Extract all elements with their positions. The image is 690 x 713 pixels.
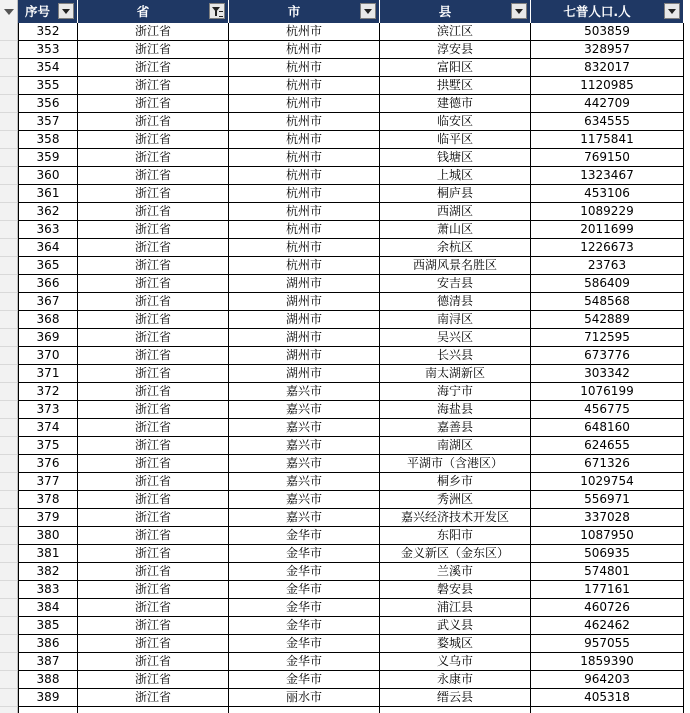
header-label-prov: 省 [136,4,150,19]
cell-prov[interactable]: 浙江省 [78,383,229,401]
cell-pop[interactable]: 542889 [531,311,684,329]
cell-prov[interactable]: 浙江省 [78,185,229,203]
cell-pop[interactable]: 1076199 [531,383,684,401]
table-row [0,167,690,185]
cell-city[interactable]: 金华市 [229,671,380,689]
cell-pop[interactable]: 460726 [531,599,684,617]
cell-prov[interactable]: 浙江省 [78,563,229,581]
table-row [0,437,690,455]
filter-dropdown-cnty[interactable] [511,3,527,19]
table-row [0,653,690,671]
cell-idx[interactable]: 381 [18,545,78,563]
cell-idx[interactable]: 383 [18,581,78,599]
cell-idx[interactable]: 364 [18,239,78,257]
cell-pop[interactable]: 462462 [531,617,684,635]
cell-city[interactable]: 杭州市 [229,131,380,149]
row-header[interactable] [0,203,18,221]
cell-city[interactable]: 金华市 [229,617,380,635]
row-header[interactable] [0,23,18,41]
cell-prov[interactable]: 浙江省 [78,653,229,671]
cell-city[interactable]: 嘉兴市 [229,491,380,509]
cell-cnty[interactable]: 永康市 [380,671,531,689]
cell-pop[interactable]: 442709 [531,95,684,113]
cell-cnty[interactable]: 上城区 [380,167,531,185]
cell-cnty[interactable]: 嘉兴经济技术开发区 [380,509,531,527]
table-row [0,689,690,707]
table-row [0,599,690,617]
cell-prov[interactable]: 浙江省 [78,221,229,239]
cell-city[interactable]: 嘉兴市 [229,473,380,491]
row-header[interactable] [0,365,18,383]
cell-prov[interactable]: 浙江省 [78,311,229,329]
table-row [0,671,690,689]
row-header[interactable] [0,113,18,131]
table-row-partial [0,707,690,713]
cell-pop[interactable]: 548568 [531,293,684,311]
cell-cnty[interactable]: 余杭区 [380,239,531,257]
row-header[interactable] [0,509,18,527]
cell-city[interactable]: 金华市 [229,581,380,599]
cell-idx[interactable]: 359 [18,149,78,167]
cell-pop[interactable]: 648160 [531,419,684,437]
cell-cnty[interactable]: 海盐县 [380,401,531,419]
chevron-down-icon [515,9,523,14]
row-header[interactable] [0,401,18,419]
cell-idx[interactable]: 387 [18,653,78,671]
cell-city[interactable]: 金华市 [229,599,380,617]
row-header[interactable] [0,77,18,95]
row-header[interactable] [0,527,18,545]
cell-cnty[interactable]: 南湖区 [380,437,531,455]
table-row [0,473,690,491]
cell-prov[interactable]: 浙江省 [78,293,229,311]
cell-city[interactable]: 杭州市 [229,41,380,59]
chevron-down-icon [364,9,372,14]
cell-idx[interactable]: 363 [18,221,78,239]
row-header[interactable] [0,131,18,149]
cell-prov[interactable]: 浙江省 [78,59,229,77]
cell-prov[interactable]: 浙江省 [78,257,229,275]
row-header[interactable] [0,329,18,347]
table-body [0,23,690,713]
cell-prov[interactable]: 浙江省 [78,131,229,149]
row-header[interactable] [0,275,18,293]
cell-prov[interactable]: 浙江省 [78,581,229,599]
cell-pop[interactable]: 503859 [531,23,684,41]
cell-pop[interactable]: 1323467 [531,167,684,185]
cell-cnty[interactable]: 桐庐县 [380,185,531,203]
header-cell-pop[interactable] [531,0,684,23]
row-header[interactable] [0,653,18,671]
cell-cnty[interactable]: 拱墅区 [380,77,531,95]
cell-prov[interactable]: 浙江省 [78,509,229,527]
table-row [0,239,690,257]
cell-idx[interactable]: 356 [18,95,78,113]
cell-cnty[interactable]: 长兴县 [380,347,531,365]
row-header[interactable] [0,671,18,689]
cell-idx[interactable] [18,707,78,713]
cell-pop[interactable]: 337028 [531,509,684,527]
cell-cnty[interactable]: 吴兴区 [380,329,531,347]
cell-cnty[interactable]: 德清县 [380,293,531,311]
cell-pop[interactable]: 556971 [531,491,684,509]
cell-pop[interactable]: 1089229 [531,203,684,221]
cell-pop[interactable]: 1175841 [531,131,684,149]
cell-city[interactable]: 嘉兴市 [229,437,380,455]
row-header[interactable] [0,383,18,401]
cell-idx[interactable]: 362 [18,203,78,221]
cell-prov[interactable]: 浙江省 [78,599,229,617]
header-label-cnty: 县 [438,4,452,19]
cell-city[interactable] [229,707,380,713]
cell-pop[interactable]: 634555 [531,113,684,131]
cell-cnty[interactable]: 平湖市（含港区） [380,455,531,473]
table-row [0,311,690,329]
row-header[interactable] [0,167,18,185]
cell-idx[interactable]: 360 [18,167,78,185]
table-row [0,95,690,113]
header-cell-idx[interactable] [18,0,78,23]
cell-city[interactable]: 金华市 [229,635,380,653]
cell-cnty[interactable]: 海宁市 [380,383,531,401]
table-row [0,455,690,473]
table-row [0,149,690,167]
cell-cnty[interactable]: 秀洲区 [380,491,531,509]
cell-cnty[interactable]: 建德市 [380,95,531,113]
cell-prov[interactable]: 浙江省 [78,41,229,59]
cell-idx[interactable]: 379 [18,509,78,527]
header-cell-cnty[interactable] [380,0,531,23]
cell-city[interactable]: 嘉兴市 [229,455,380,473]
row-header[interactable] [0,185,18,203]
cell-idx[interactable]: 353 [18,41,78,59]
cell-cnty[interactable]: 钱塘区 [380,149,531,167]
table-row [0,581,690,599]
cell-pop[interactable]: 453106 [531,185,684,203]
cell-idx[interactable]: 372 [18,383,78,401]
row-header[interactable] [0,707,18,713]
table-row [0,491,690,509]
cell-pop[interactable]: 769150 [531,149,684,167]
cell-pop[interactable]: 1120985 [531,77,684,95]
row-header[interactable] [0,95,18,113]
cell-cnty[interactable]: 西湖区 [380,203,531,221]
table-row [0,329,690,347]
cell-pop[interactable] [531,707,684,713]
table-row [0,185,690,203]
row-header[interactable] [0,221,18,239]
cell-city[interactable]: 杭州市 [229,167,380,185]
cell-city[interactable]: 杭州市 [229,113,380,131]
filter-dropdown-prov[interactable] [209,3,225,19]
cell-idx[interactable]: 376 [18,455,78,473]
cell-idx[interactable]: 375 [18,437,78,455]
cell-cnty[interactable]: 东阳市 [380,527,531,545]
header-cell-prov[interactable] [78,0,229,23]
table-row [0,23,690,41]
cell-city[interactable]: 杭州市 [229,23,380,41]
cell-city[interactable]: 湖州市 [229,365,380,383]
row-header[interactable] [0,41,18,59]
table-row [0,527,690,545]
cell-city[interactable]: 杭州市 [229,59,380,77]
cell-idx[interactable]: 352 [18,23,78,41]
chevron-down-icon [62,9,70,14]
cell-prov[interactable]: 浙江省 [78,149,229,167]
table-row [0,275,690,293]
cell-idx[interactable]: 361 [18,185,78,203]
cell-city[interactable]: 金华市 [229,563,380,581]
table-row [0,617,690,635]
cell-city[interactable]: 杭州市 [229,77,380,95]
row-header[interactable] [0,311,18,329]
cell-cnty[interactable]: 淳安县 [380,41,531,59]
cell-cnty[interactable]: 西湖风景名胜区 [380,257,531,275]
cell-pop[interactable]: 964203 [531,671,684,689]
cell-idx[interactable]: 385 [18,617,78,635]
corner-triangle-icon [4,9,14,15]
row-header[interactable] [0,473,18,491]
cell-idx[interactable]: 369 [18,329,78,347]
cell-pop[interactable]: 506935 [531,545,684,563]
cell-prov[interactable]: 浙江省 [78,77,229,95]
sort-bars-icon [219,11,223,17]
cell-idx[interactable]: 365 [18,257,78,275]
cell-pop[interactable]: 303342 [531,365,684,383]
table-row [0,383,690,401]
cell-prov[interactable]: 浙江省 [78,527,229,545]
chevron-down-icon [668,9,676,14]
cell-idx[interactable]: 357 [18,113,78,131]
filter-dropdown-city[interactable] [360,3,376,19]
cell-pop[interactable]: 177161 [531,581,684,599]
row-header[interactable] [0,257,18,275]
cell-cnty[interactable]: 南太湖新区 [380,365,531,383]
cell-city[interactable]: 嘉兴市 [229,401,380,419]
cell-cnty[interactable]: 萧山区 [380,221,531,239]
cell-pop[interactable]: 957055 [531,635,684,653]
row-header[interactable] [0,617,18,635]
cell-pop[interactable]: 673776 [531,347,684,365]
cell-city[interactable]: 嘉兴市 [229,383,380,401]
cell-city[interactable]: 金华市 [229,527,380,545]
cell-idx[interactable]: 368 [18,311,78,329]
table-row [0,203,690,221]
cell-prov[interactable]: 浙江省 [78,437,229,455]
cell-pop[interactable]: 456775 [531,401,684,419]
cell-idx[interactable]: 389 [18,689,78,707]
cell-prov[interactable]: 浙江省 [78,203,229,221]
cell-cnty[interactable] [380,707,531,713]
cell-pop[interactable]: 832017 [531,59,684,77]
cell-idx[interactable]: 355 [18,77,78,95]
cell-pop[interactable]: 1087950 [531,527,684,545]
cell-pop[interactable]: 712595 [531,329,684,347]
row-header[interactable] [0,563,18,581]
cell-city[interactable]: 杭州市 [229,95,380,113]
cell-idx[interactable]: 370 [18,347,78,365]
table-row [0,563,690,581]
cell-prov[interactable]: 浙江省 [78,473,229,491]
cell-pop[interactable]: 624655 [531,437,684,455]
cell-prov[interactable]: 浙江省 [78,419,229,437]
cell-cnty[interactable]: 滨江区 [380,23,531,41]
row-header[interactable] [0,635,18,653]
table-row [0,635,690,653]
table-row [0,347,690,365]
cell-cnty[interactable]: 兰溪市 [380,563,531,581]
table-row [0,365,690,383]
cell-city[interactable]: 杭州市 [229,185,380,203]
header-label-pop: 七普人口.人 [563,4,631,19]
cell-idx[interactable]: 388 [18,671,78,689]
table-row [0,41,690,59]
header-label-idx: 序号 [24,4,50,19]
cell-cnty[interactable]: 南浔区 [380,311,531,329]
row-header[interactable] [0,59,18,77]
row-header[interactable] [0,239,18,257]
cell-prov[interactable]: 浙江省 [78,329,229,347]
cell-prov[interactable]: 浙江省 [78,491,229,509]
cell-cnty[interactable]: 临安区 [380,113,531,131]
cell-cnty[interactable]: 武义县 [380,617,531,635]
cell-cnty[interactable]: 金义新区（金东区） [380,545,531,563]
table-row [0,59,690,77]
table-row [0,221,690,239]
filter-dropdown-idx[interactable] [58,3,74,19]
cell-cnty[interactable]: 浦江县 [380,599,531,617]
cell-idx[interactable]: 358 [18,131,78,149]
cell-prov[interactable]: 浙江省 [78,365,229,383]
cell-prov[interactable]: 浙江省 [78,95,229,113]
cell-city[interactable]: 丽水市 [229,689,380,707]
header-label-city: 市 [287,4,301,19]
cell-city[interactable]: 杭州市 [229,149,380,167]
cell-city[interactable]: 金华市 [229,545,380,563]
table-row [0,419,690,437]
table-row [0,509,690,527]
row-header[interactable] [0,347,18,365]
cell-cnty[interactable]: 婺城区 [380,635,531,653]
cell-city[interactable]: 杭州市 [229,203,380,221]
cell-prov[interactable]: 浙江省 [78,635,229,653]
row-header[interactable] [0,455,18,473]
filter-dropdown-pop[interactable] [664,3,680,19]
cell-city[interactable]: 金华市 [229,653,380,671]
row-header[interactable] [0,545,18,563]
table-row [0,77,690,95]
cell-prov[interactable]: 浙江省 [78,455,229,473]
cell-prov[interactable]: 浙江省 [78,167,229,185]
row-header[interactable] [0,149,18,167]
cell-pop[interactable]: 1859390 [531,653,684,671]
cell-city[interactable]: 杭州市 [229,257,380,275]
select-all-corner[interactable] [0,0,18,23]
cell-pop[interactable]: 586409 [531,275,684,293]
cell-prov[interactable]: 浙江省 [78,671,229,689]
table-row [0,131,690,149]
cell-prov[interactable]: 浙江省 [78,23,229,41]
row-header[interactable] [0,689,18,707]
cell-cnty[interactable]: 义乌市 [380,653,531,671]
cell-cnty[interactable]: 嘉善县 [380,419,531,437]
header-row [0,0,690,23]
cell-pop[interactable]: 328957 [531,41,684,59]
cell-city[interactable]: 嘉兴市 [229,509,380,527]
filter-funnel-stem [215,11,217,16]
cell-prov[interactable]: 浙江省 [78,113,229,131]
table-row [0,113,690,131]
cell-cnty[interactable]: 临平区 [380,131,531,149]
cell-cnty[interactable]: 磐安县 [380,581,531,599]
cell-pop[interactable]: 1029754 [531,473,684,491]
cell-city[interactable]: 杭州市 [229,221,380,239]
row-header[interactable] [0,437,18,455]
row-header[interactable] [0,293,18,311]
table-row [0,257,690,275]
table-row [0,401,690,419]
table-row [0,545,690,563]
cell-city[interactable]: 湖州市 [229,347,380,365]
cell-pop[interactable]: 2011699 [531,221,684,239]
row-header[interactable] [0,491,18,509]
cell-idx[interactable]: 384 [18,599,78,617]
cell-idx[interactable]: 354 [18,59,78,77]
cell-cnty[interactable]: 安吉县 [380,275,531,293]
cell-idx[interactable]: 373 [18,401,78,419]
cell-city[interactable]: 湖州市 [229,275,380,293]
cell-idx[interactable]: 386 [18,635,78,653]
cell-city[interactable]: 杭州市 [229,239,380,257]
cell-pop[interactable]: 23763 [531,257,684,275]
cell-cnty[interactable]: 桐乡市 [380,473,531,491]
cell-prov[interactable]: 浙江省 [78,401,229,419]
cell-cnty[interactable]: 缙云县 [380,689,531,707]
cell-pop[interactable]: 1226673 [531,239,684,257]
cell-prov[interactable]: 浙江省 [78,689,229,707]
row-header[interactable] [0,419,18,437]
cell-idx[interactable]: 367 [18,293,78,311]
cell-pop[interactable]: 574801 [531,563,684,581]
cell-idx[interactable]: 374 [18,419,78,437]
cell-prov[interactable]: 浙江省 [78,275,229,293]
cell-idx[interactable]: 377 [18,473,78,491]
cell-prov[interactable]: 浙江省 [78,617,229,635]
cell-idx[interactable]: 382 [18,563,78,581]
cell-city[interactable]: 嘉兴市 [229,419,380,437]
row-header[interactable] [0,581,18,599]
cell-pop[interactable]: 405318 [531,689,684,707]
table-row [0,293,690,311]
cell-idx[interactable]: 366 [18,275,78,293]
cell-idx[interactable]: 378 [18,491,78,509]
cell-prov[interactable]: 浙江省 [78,347,229,365]
cell-city[interactable]: 湖州市 [229,311,380,329]
cell-idx[interactable]: 371 [18,365,78,383]
cell-prov[interactable]: 浙江省 [78,545,229,563]
cell-city[interactable]: 湖州市 [229,329,380,347]
header-cell-city[interactable] [229,0,380,23]
cell-prov[interactable]: 浙江省 [78,239,229,257]
row-header[interactable] [0,599,18,617]
cell-idx[interactable]: 380 [18,527,78,545]
cell-cnty[interactable]: 富阳区 [380,59,531,77]
cell-pop[interactable]: 671326 [531,455,684,473]
cell-prov[interactable] [78,707,229,713]
cell-city[interactable]: 湖州市 [229,293,380,311]
